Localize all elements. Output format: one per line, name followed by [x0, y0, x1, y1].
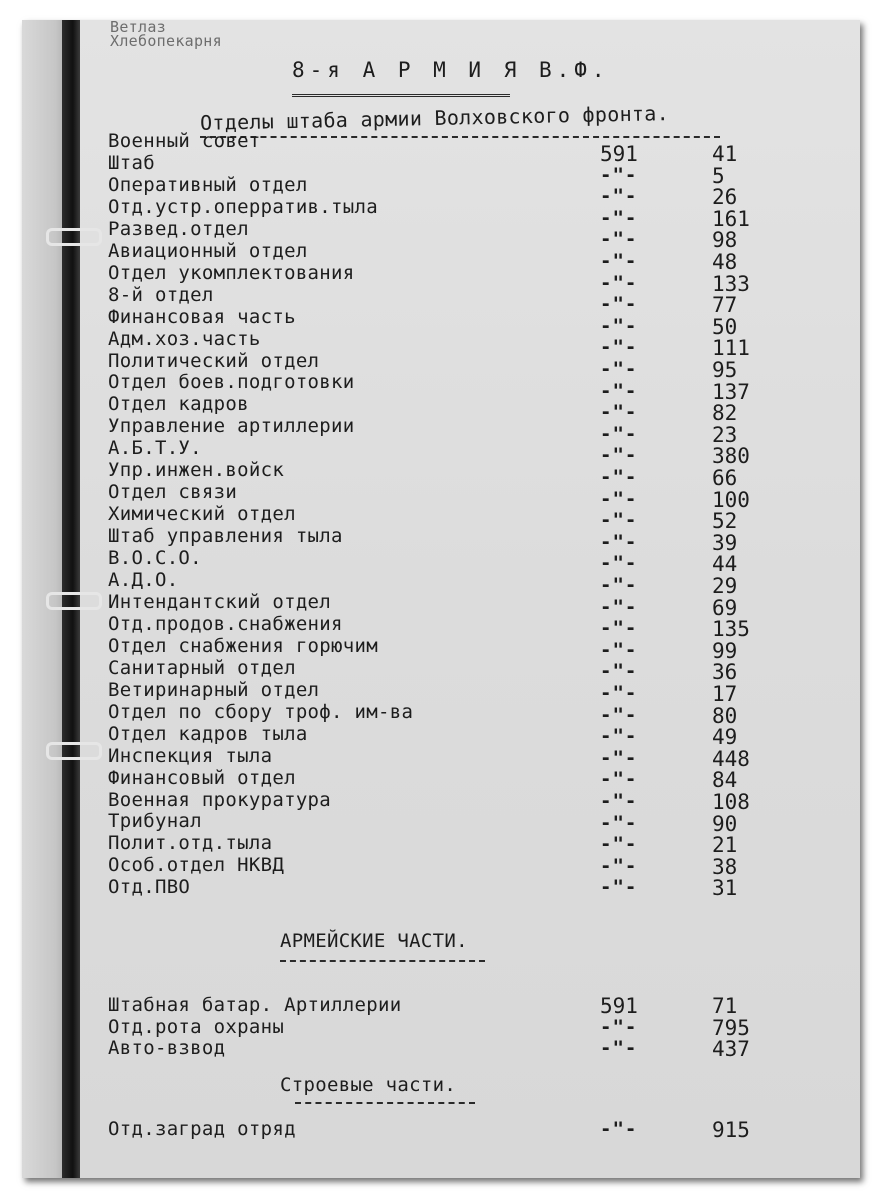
row-name: Отдел по сбору троф. им-ва: [108, 700, 414, 723]
row-name: Санитарный отдел: [108, 656, 296, 679]
row-count: 380: [712, 444, 750, 469]
row-name: Трибунал: [108, 810, 202, 833]
row-name: Инспекция тыла: [108, 744, 273, 767]
row-code: -"-: [600, 617, 638, 640]
army-units-underline: [280, 960, 485, 962]
row-count: 52: [712, 509, 738, 534]
row-count: 36: [712, 660, 738, 685]
row-name: Интендантский отдел: [108, 590, 332, 613]
row-name: Химический отдел: [108, 503, 296, 526]
corner-note-line-2: Хлебопекарня: [110, 32, 222, 50]
row-name: Политический отдел: [108, 349, 320, 372]
row-code: -"-: [600, 552, 638, 575]
row-count: 137: [712, 379, 750, 404]
row-name: Авиационный отдел: [108, 239, 308, 262]
row-code: -"-: [600, 487, 638, 510]
row-count: 437: [712, 1037, 750, 1062]
row-name: Штаб управления тыла: [108, 525, 343, 548]
row-code: -"-: [600, 1118, 638, 1140]
row-name: Отдел боев.подготовки: [108, 371, 355, 394]
row-count: 66: [712, 466, 738, 490]
row-code: -"-: [600, 854, 638, 877]
row-code: -"-: [600, 595, 638, 618]
document-subtitle: Отделы штаба армии Волховского фронта.: [199, 101, 670, 135]
row-name: Отд.устр.оперратив.тыла: [108, 195, 378, 218]
row-count: 17: [712, 682, 738, 706]
row-name: Отдел снабжения горючим: [108, 634, 378, 657]
row-name: Отдел укомплектования: [108, 261, 355, 284]
row-count: 5: [712, 163, 725, 188]
row-count: 23: [712, 422, 738, 447]
document-photo: [22, 20, 860, 1178]
row-count: 795: [712, 1015, 750, 1040]
row-count: 133: [712, 271, 750, 296]
row-count: 41: [712, 142, 738, 166]
row-code: -"-: [600, 833, 638, 856]
row-code: -"-: [600, 358, 638, 380]
binder-ring: [46, 742, 102, 760]
row-code: -"-: [600, 703, 638, 726]
row-name: Адм.хоз.часть: [108, 327, 261, 350]
row-count: 38: [712, 854, 738, 879]
row-name: Отд.заград отряд: [108, 1118, 296, 1140]
row-name: 8-й отдел: [108, 283, 214, 306]
binder-ring: [46, 228, 102, 246]
row-code: -"-: [600, 1037, 638, 1060]
row-count: 95: [712, 358, 738, 382]
row-code: -"-: [600, 206, 638, 229]
row-name: А.Д.О.: [108, 569, 179, 591]
row-count: 71: [712, 994, 738, 1018]
row-name: Военный совет: [108, 130, 261, 152]
row-name: В.О.С.О.: [108, 547, 202, 570]
row-count: 26: [712, 185, 738, 210]
line-units-heading: Строевые части.: [280, 1074, 457, 1096]
row-code: -"-: [600, 811, 638, 834]
row-code: 591: [600, 142, 638, 166]
row-code: 591: [600, 994, 638, 1018]
row-name: Развед.отдел: [108, 217, 249, 240]
row-name: Упр.инжен.войск: [108, 459, 285, 482]
row-code: -"-: [600, 444, 638, 467]
row-name: Финансовая часть: [108, 305, 296, 328]
row-name: Финансовый отдел: [108, 766, 296, 789]
row-code: -"-: [600, 876, 638, 899]
row-count: 100: [712, 487, 750, 512]
row-name: Оперативный отдел: [108, 173, 308, 196]
row-code: -"-: [600, 746, 638, 769]
row-code: -"-: [600, 379, 638, 402]
row-name: Отд.продов.снабжения: [108, 612, 343, 635]
row-name: Штаб: [108, 151, 155, 174]
row-code: -"-: [600, 574, 638, 596]
row-count: 99: [712, 638, 738, 663]
binder-ring: [46, 592, 102, 610]
row-count: 161: [712, 206, 750, 231]
row-code: -"-: [600, 163, 638, 186]
row-code: -"-: [600, 509, 638, 532]
typed-sheet: [80, 20, 860, 1178]
row-count: 135: [712, 617, 750, 642]
row-count: 77: [712, 293, 738, 318]
row-code: -"-: [600, 660, 638, 683]
row-name: Особ.отдел НКВД: [108, 854, 285, 877]
row-code: -"-: [600, 336, 638, 359]
row-count: 29: [712, 574, 738, 598]
row-count: 108: [712, 790, 750, 814]
corner-note-line-1: Ветлаз: [110, 18, 166, 36]
row-code: -"-: [600, 790, 638, 812]
row-code: -"-: [600, 725, 638, 748]
row-count: 98: [712, 228, 738, 253]
row-code: -"-: [600, 271, 638, 294]
row-count: 448: [712, 746, 750, 771]
row-code: -"-: [600, 1015, 638, 1038]
row-count: 84: [712, 768, 738, 793]
row-count: 48: [712, 250, 738, 274]
row-name: Управление артиллерии: [108, 415, 355, 438]
row-name: Отдел кадров тыла: [108, 722, 308, 745]
row-name: Отдел связи: [108, 481, 238, 504]
row-name: Отдел кадров: [108, 393, 249, 416]
row-name: Отд.рота охраны: [108, 1015, 285, 1038]
row-code: -"-: [600, 185, 638, 208]
row-count: 39: [712, 530, 738, 555]
row-code: -"-: [600, 638, 638, 661]
row-code: -"-: [600, 314, 638, 337]
army-title: 8-я А Р М И Я В.Ф.: [292, 58, 610, 82]
subtitle-underline: [200, 136, 720, 138]
row-count: 21: [712, 833, 738, 858]
row-name: Полит.отд.тыла: [108, 832, 273, 855]
row-count: 82: [712, 401, 738, 426]
row-count: 49: [712, 725, 738, 750]
army-title-underline: [292, 94, 510, 97]
row-name: Штабная батар. Артиллерии: [108, 994, 402, 1016]
row-count: 90: [712, 811, 738, 836]
row-name: Авто-взвод: [108, 1037, 226, 1060]
row-name: Отд.ПВО: [108, 876, 191, 899]
row-count: 915: [712, 1118, 750, 1142]
row-name: Ветиринарный отдел: [108, 678, 320, 701]
row-count: 111: [712, 336, 750, 361]
row-code: -"-: [600, 228, 638, 251]
row-count: 31: [712, 876, 738, 901]
row-code: -"-: [600, 768, 638, 791]
row-count: 44: [712, 552, 738, 577]
row-count: 69: [712, 595, 738, 620]
row-code: -"-: [600, 250, 638, 272]
row-count: 50: [712, 314, 738, 339]
row-code: -"-: [600, 530, 638, 553]
row-code: -"-: [600, 401, 638, 424]
row-count: 80: [712, 703, 738, 728]
line-units-underline: [295, 1102, 475, 1104]
row-code: -"-: [600, 682, 638, 704]
army-units-heading: АРМЕЙСКИЕ ЧАСТИ.: [280, 930, 468, 952]
row-code: -"-: [600, 466, 638, 488]
row-name: А.Б.Т.У.: [108, 437, 202, 460]
row-name: Военная прокуратура: [108, 788, 332, 811]
row-code: -"-: [600, 293, 638, 316]
row-code: -"-: [600, 422, 638, 445]
